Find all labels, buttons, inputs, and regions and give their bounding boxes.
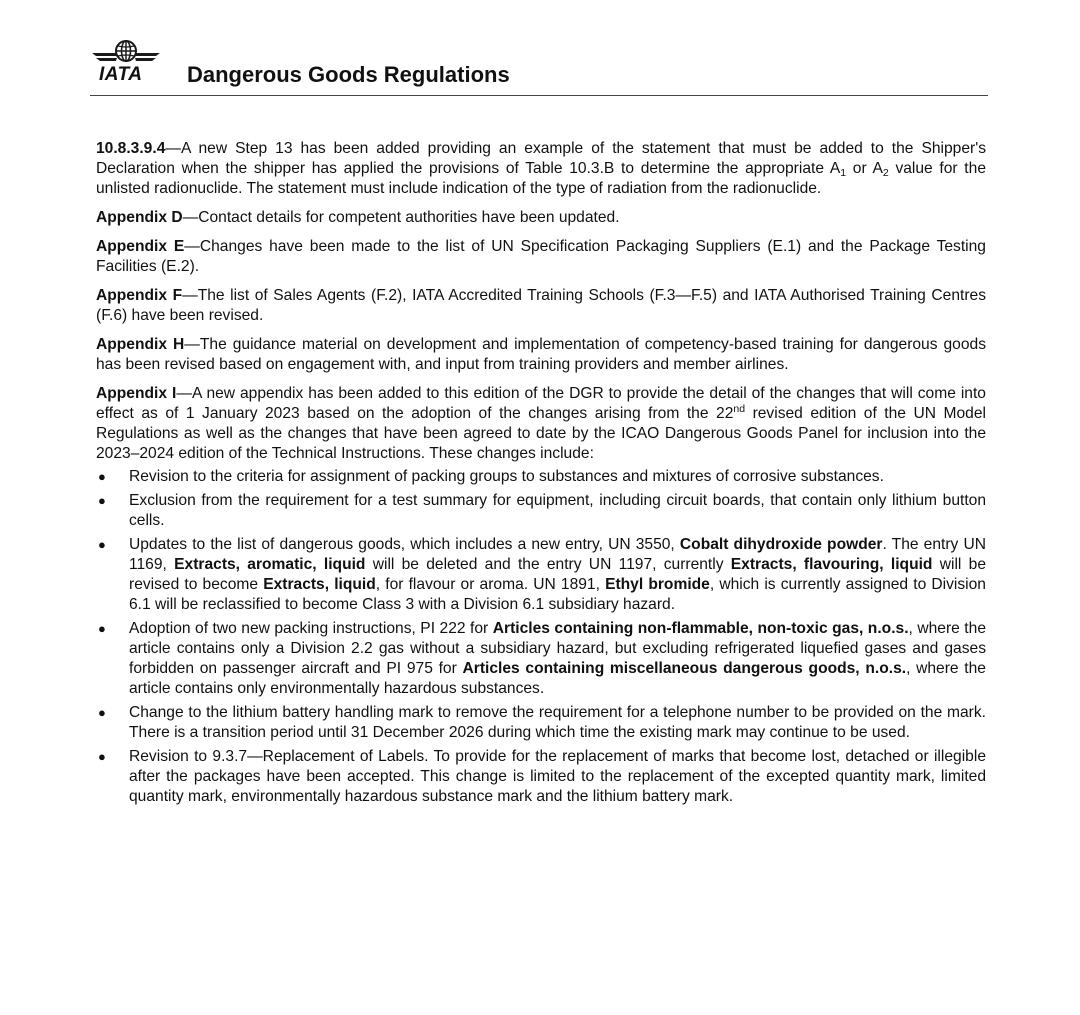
iata-logo	[90, 38, 162, 88]
paragraph-appendix-h: Appendix H—The guidance material on development and implementation of competency-based training for dangerous goods has been revised based on engagement with, and input from training providers and member airlines.	[96, 336, 986, 373]
list-item: ● Revision to 9.3.7—Replacement of Labels. To provide for the replacement of marks that become lost, detached or illegible after the packages have been accepted. This change is limited to the replacement of the excepted quantity mark, limited quantity mark, environmentally hazardous substance mark and the lithium battery mark.	[98, 748, 986, 805]
paragraph-appendix-i: Appendix I—A new appendix has been added to this edition of the DGR to provide the detail of the changes that will come into effect as of 1 January 2023 based on the adoption of the changes arising from the 22nd revised edition of the UN Model Regulations as well as the changes that have been agreed to date by the ICAO Dangerous Goods Panel for inclusion into the 2023–2024 edition of the Technical Instructions. These changes include:	[96, 385, 986, 462]
section-reference: Appendix F	[96, 287, 183, 304]
paragraph-appendix-f: Appendix F—The list of Sales Agents (F.2), IATA Accredited Training Schools (F.3—F.5) and IATA Authorised Training Centres (F.6) have been revised.	[96, 287, 986, 324]
bullet-icon: ●	[98, 469, 106, 484]
bullet-icon: ●	[98, 621, 106, 636]
bullet-icon: ●	[98, 493, 106, 508]
paragraph-appendix-e: Appendix E—Changes have been made to the list of UN Specification Packaging Suppliers (E.1) and the Package Testing Facilities (E.2).	[96, 238, 986, 275]
section-reference: Appendix D	[96, 209, 183, 226]
header-rule	[90, 95, 988, 96]
section-reference: Appendix H	[96, 336, 185, 353]
logo-text: IATA	[99, 64, 143, 85]
section-reference: 10.8.3.9.4	[96, 140, 166, 157]
document-body	[96, 139, 986, 811]
list-item: ● Change to the lithium battery handling mark to remove the requirement for a telephone number to be provided on the mark. There is a transition period until 31 December 2026 during which time the existing mark may continue to be used.	[98, 704, 986, 741]
paragraph-10-8-3-9-4: 10.8.3.9.4—A new Step 13 has been added providing an example of the statement that must be added to the Shipper's Declaration when the shipper has applied the provisions of Table 10.3.B to determine the appropriate $A_1$ or $A_2$ value for the unlisted radionuclide. The statement must include indication of the type of radiation from the radionuclide.	[96, 140, 986, 197]
changes-list	[96, 467, 986, 807]
bullet-icon: ●	[98, 537, 106, 552]
list-item: ● Revision to the criteria for assignment of packing groups to substances and mixtures of corrosive substances.	[98, 468, 884, 485]
page-header	[90, 38, 988, 98]
section-reference: Appendix E	[96, 238, 185, 255]
document-title: Dangerous Goods Regulations	[187, 62, 510, 87]
bullet-icon: ●	[98, 749, 106, 764]
section-reference: Appendix I	[96, 385, 177, 402]
paragraph-appendix-d: Appendix D—Contact details for competent authorities have been updated.	[96, 209, 620, 226]
iata-globe-wings-icon	[90, 38, 162, 66]
list-item: ● Adoption of two new packing instructions, PI 222 for Articles containing non-flammable, non-toxic gas, n.o.s., where the article contains only a Division 2.2 gas without a subsidiary hazard, but excluding refrigerated liquefied gases and gases forbidden on passenger aircraft and PI 975 for Articles containing miscellaneous dangerous goods, n.o.s., where the article contains only environmentally hazardous substances.	[98, 620, 986, 697]
list-item: ● Updates to the list of dangerous goods, which includes a new entry, UN 3550, Cobalt dihydroxide powder. The entry UN 1169, Extracts, aromatic, liquid will be deleted and the entry UN 1197, currently Extracts, flavouring, liquid will be revised to become Extracts, liquid, for flavour or aroma. UN 1891, Ethyl bromide, which is currently assigned to Division 6.1 will be reclassified to become Class 3 with a Division 6.1 subsidiary hazard.	[98, 536, 986, 613]
bullet-icon: ●	[98, 705, 106, 720]
list-item: ● Exclusion from the requirement for a test summary for equipment, including circuit boards, that contain only lithium button cells.	[98, 492, 986, 529]
